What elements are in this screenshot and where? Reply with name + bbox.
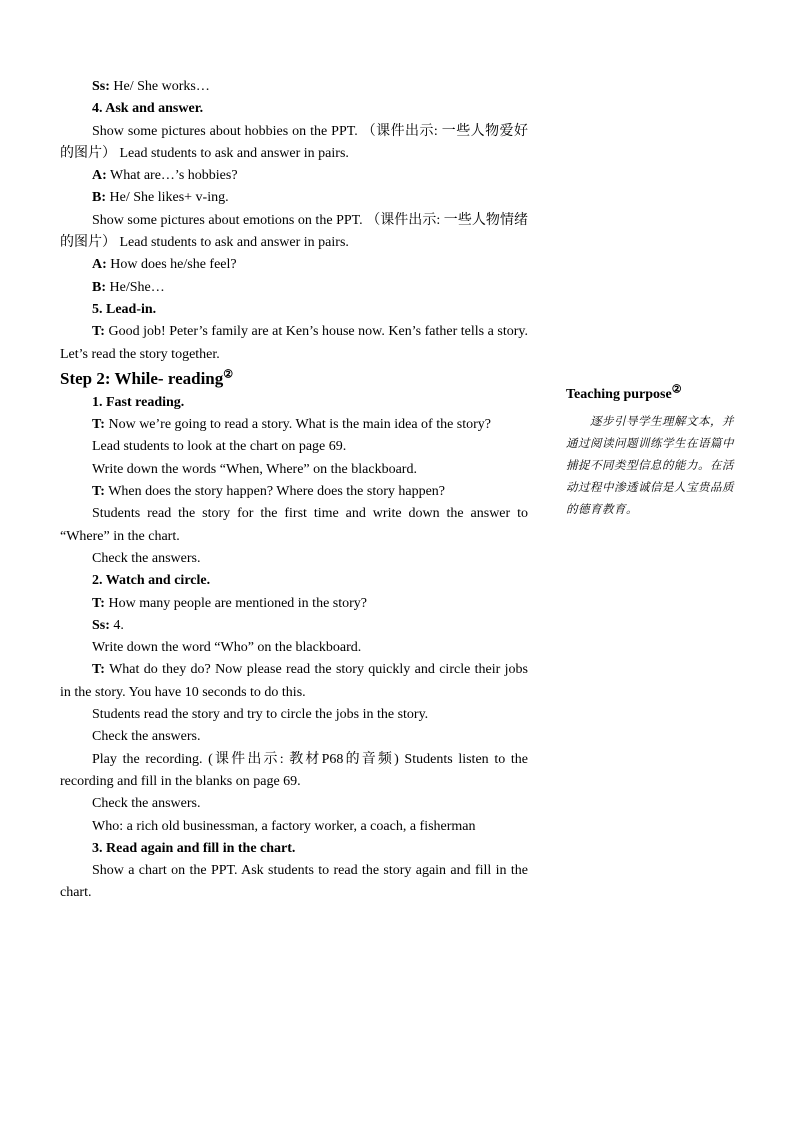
- speaker-label: T:: [92, 417, 105, 433]
- dialogue-line: [60, 659, 528, 704]
- dialogue-line: [60, 277, 528, 299]
- sidebar-title-text: Teaching purpose: [566, 387, 672, 402]
- dialogue-text: Good job! Peter’s family are at Ken’s house now. Ken’s father tells a story. Let’s read the story together.: [60, 324, 528, 362]
- speaker-label: T:: [92, 324, 105, 340]
- sidebar-body: 逐步引导学生理解文本，并通过阅读问题训练学生在语篇中捕捉不同类型信息的能力。在活动过程中渗透诚信是人宝贵品质的德育教育。: [566, 414, 734, 516]
- paragraph: Check the answers.: [92, 796, 201, 812]
- paragraph: Show some pictures about emotions on the PPT. （课件出示: 一些人物情绪的图片） Lead students to ask and answer in pairs.: [60, 212, 528, 251]
- section-heading: 5. Lead-in.: [92, 301, 157, 317]
- paragraph: Check the answers.: [92, 550, 201, 566]
- dialogue-text: How many people are mentioned in the story?: [104, 595, 368, 611]
- dialogue-text: 4.: [109, 617, 124, 633]
- dialogue-text: What do they do? Now please read the story quickly and circle their jobs in the story. You have 10 seconds to do this.: [60, 662, 528, 700]
- dialogue-line: [60, 321, 528, 366]
- dialogue-line: [60, 481, 528, 503]
- sidebar-title: [566, 384, 734, 406]
- step-heading: [60, 366, 528, 392]
- paragraph: Lead students to look at the chart on page 69.: [92, 439, 347, 455]
- lesson-plan-main: [60, 76, 528, 905]
- speaker-label: T:: [92, 662, 105, 678]
- step-title: Step 2: While- reading: [60, 368, 224, 388]
- speaker-label: A:: [92, 168, 107, 184]
- paragraph: Write down the word “Who” on the blackboard.: [92, 640, 362, 656]
- dialogue-line: [60, 165, 528, 187]
- dialogue-text: When does the story happen? Where does the story happen?: [104, 484, 446, 500]
- speaker-label: A:: [92, 257, 107, 273]
- section-heading: 3. Read again and fill in the chart.: [92, 840, 296, 856]
- section-heading: 4. Ask and answer.: [92, 101, 204, 117]
- speaker-label: Ss:: [92, 617, 110, 633]
- dialogue-line: [60, 615, 528, 637]
- paragraph: Play the recording. (课件出示: 教材P68的音频) Students listen to the recording and fill in the blanks on page 69.: [60, 751, 528, 789]
- speaker-label: Ss:: [92, 79, 110, 94]
- footnote-marker: ②: [223, 368, 234, 381]
- section-heading: 2. Watch and circle.: [92, 573, 211, 589]
- paragraph: Show a chart on the PPT. Ask students to read the story again and fill in the chart.: [60, 863, 528, 901]
- speaker-label: T:: [92, 595, 105, 611]
- paragraph: Students read the story and try to circle the jobs in the story.: [92, 707, 429, 723]
- dialogue-line: [60, 593, 528, 615]
- speaker-label: B:: [92, 279, 106, 295]
- paragraph: Check the answers.: [92, 729, 201, 745]
- paragraph: Who: a rich old businessman, a factory worker, a coach, a fisherman: [92, 818, 476, 834]
- dialogue-text: He/She…: [106, 279, 165, 295]
- speaker-label: T:: [92, 484, 105, 500]
- section-heading: 1. Fast reading.: [92, 394, 185, 410]
- speaker-label: B:: [92, 190, 106, 206]
- dialogue-text: He/ She likes+ v-ing.: [106, 190, 229, 206]
- dialogue-text: He/ She works…: [109, 79, 210, 94]
- dialogue-line: [60, 414, 528, 436]
- paragraph: Write down the words “When, Where” on the blackboard.: [92, 461, 417, 477]
- dialogue-text: What are…’s hobbies?: [106, 168, 238, 184]
- dialogue-text: How does he/she feel?: [106, 257, 237, 273]
- footnote-marker: ②: [671, 383, 682, 396]
- dialogue-line: [60, 187, 528, 209]
- paragraph: Students read the story for the first time and write down the answer to “Where” in the chart.: [60, 506, 528, 544]
- dialogue-text: Now we’re going to read a story. What is the main idea of the story?: [104, 417, 492, 433]
- teaching-purpose-sidebar: [566, 384, 734, 520]
- dialogue-line: [60, 76, 528, 98]
- dialogue-line: [60, 254, 528, 276]
- paragraph: Show some pictures about hobbies on the PPT. （课件出示: 一些人物爱好的图片） Lead students to ask and answer in pairs.: [60, 123, 528, 161]
